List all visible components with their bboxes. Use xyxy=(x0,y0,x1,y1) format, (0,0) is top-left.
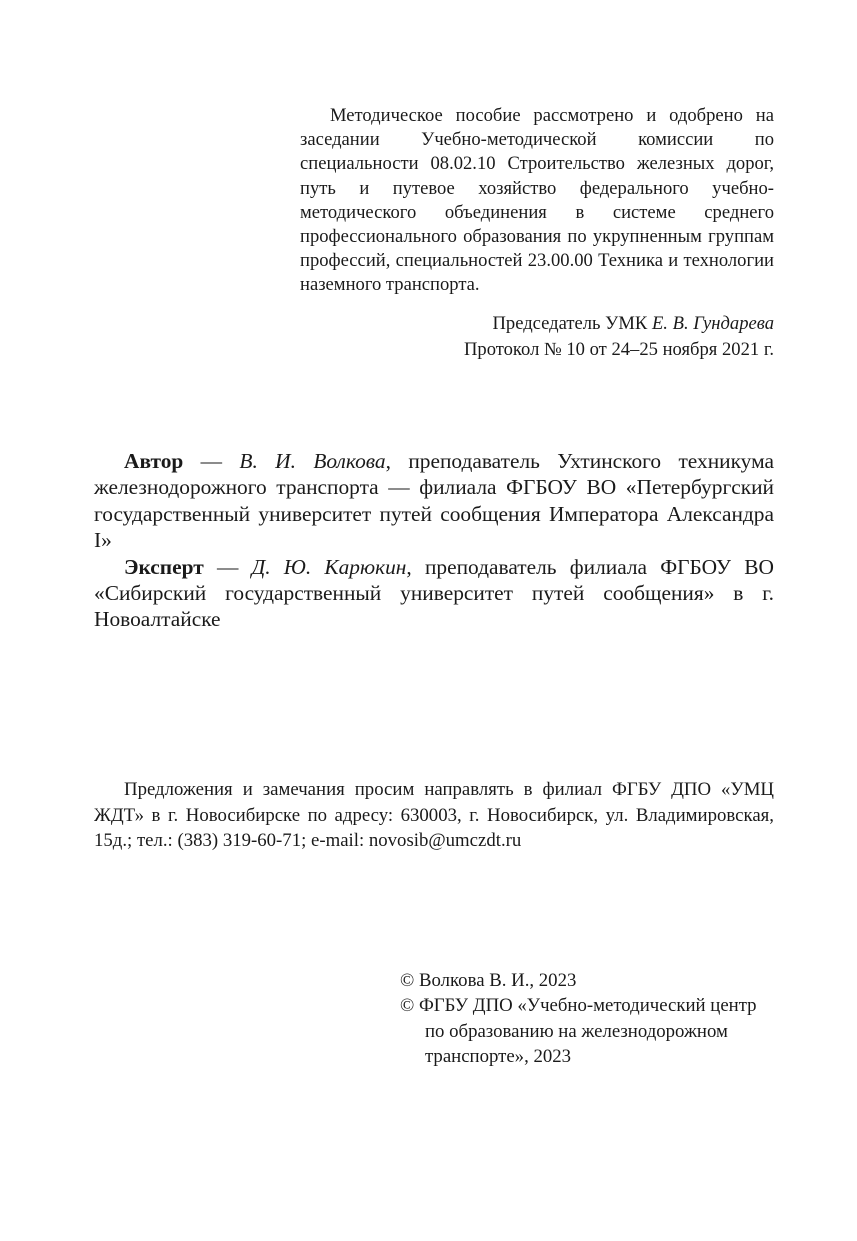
expert-dash: — xyxy=(203,554,252,579)
expert-name: Д. Ю. Карюкин xyxy=(251,554,407,579)
copyright-author: © Волкова В. И., 2023 xyxy=(400,970,577,991)
author-dash: — xyxy=(183,449,240,473)
approval-note xyxy=(300,104,774,298)
suggestions-text: Предложения и замечания просим направлять в филиал ФГБУ ДПО «УМЦ ЖДТ» в г. Новосибирске по адресу: 630003, г. Новосибирск, ул. Владимировская, 15д.; тел.: (383) 319-60-71; e-mail: novosib@umczdt.ru xyxy=(94,779,774,851)
author-description: , преподаватель Ухтинского техникума железнодорожного транспорта — филиала ФГБОУ ВО «Петербургский государственный университет путей сообщения Императора Александра I» xyxy=(94,449,774,553)
author-name: В. И. Волкова xyxy=(239,449,386,473)
protocol-line: Протокол № 10 от 24–25 ноября 2021 г. xyxy=(463,338,774,360)
suggestions-section xyxy=(94,777,774,854)
copyright-section xyxy=(400,968,774,1069)
chair-label: Председатель УМК xyxy=(492,313,648,334)
approval-text: Методическое пособие рассмотрено и одобрено на заседании Учебно-методической комиссии по специальности 08.02.10 Строительство железных дорог, путь и путевое хозяйство федерального учебно-методического объединения в системе среднего профессионального образования по укрупненным группам профессий, специальностей 23.00.00 Техника и технологии наземного транспорта. xyxy=(300,105,774,296)
author-role: Автор xyxy=(124,449,184,473)
expert-entry xyxy=(94,554,774,633)
approval-signature xyxy=(464,311,774,362)
expert-role: Эксперт xyxy=(124,554,204,579)
chair-line xyxy=(464,311,774,337)
chair-name: Е. В. Гундарева xyxy=(651,313,774,334)
author-entry xyxy=(94,448,774,554)
authors-section xyxy=(94,448,774,633)
expert-description: , преподаватель филиала ФГБОУ ВО «Сибирский государственный университет путей сообщения» в г. Новоалтайске xyxy=(94,554,774,632)
copyright-publisher: © ФГБУ ДПО «Учебно-методический центр по образованию на железнодорожном транспорте», 2023 xyxy=(400,995,757,1067)
